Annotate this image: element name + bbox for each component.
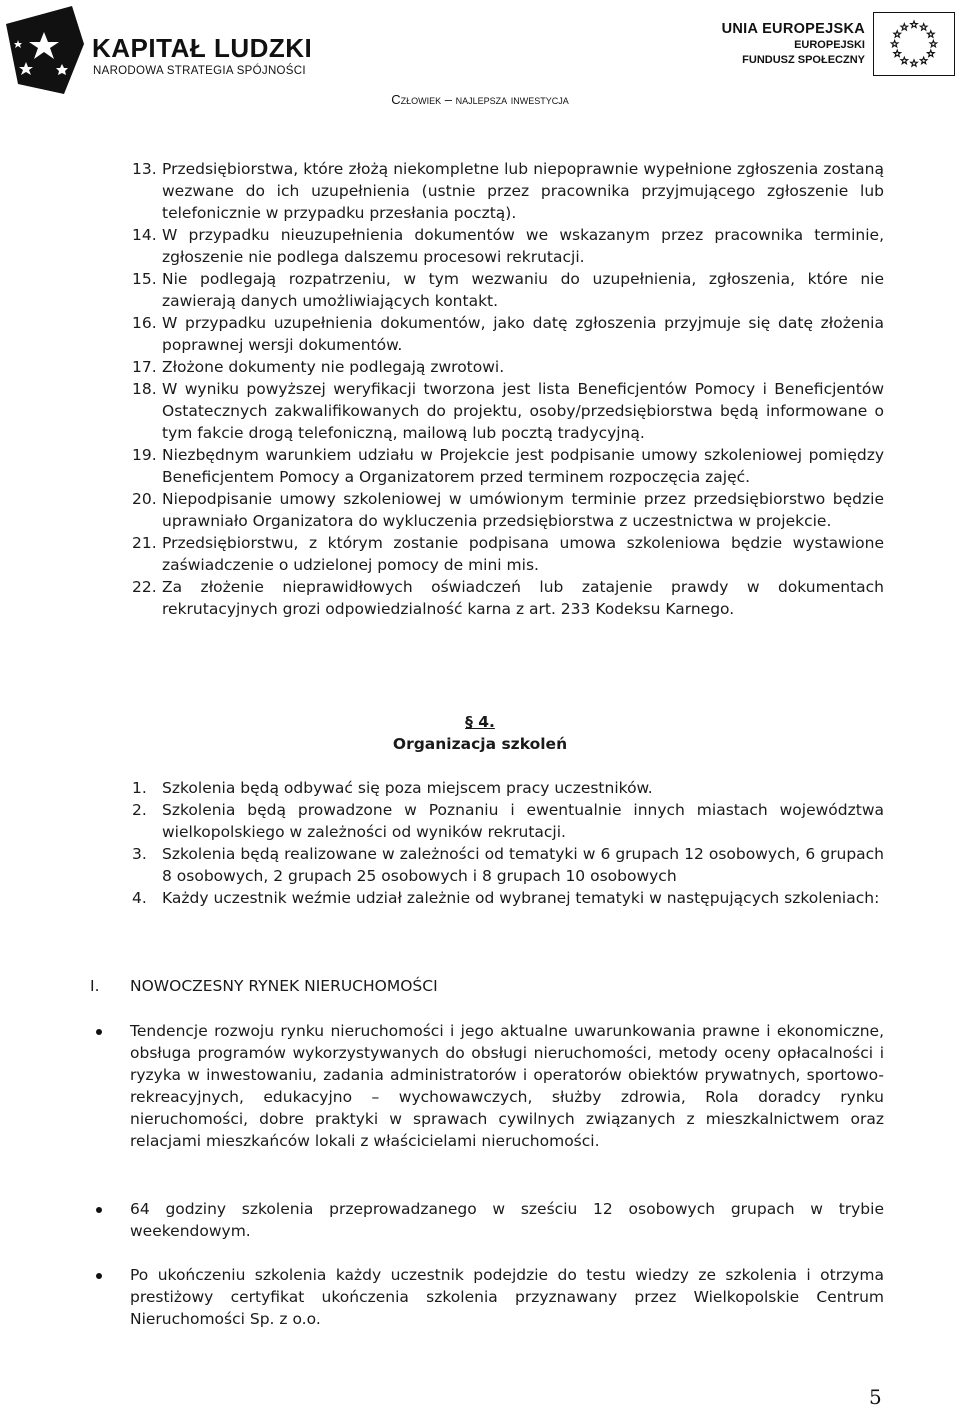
item-number: 18. (132, 380, 157, 398)
eu-star-icon (920, 57, 927, 63)
list-item (132, 576, 884, 620)
bullet-icon (96, 1207, 102, 1213)
item-number: 15. (132, 270, 157, 288)
eu-label (722, 20, 865, 68)
bullet-text: Tendencje rozwoju rynku nieruchomości i jego aktualne uwarunkowania prawne i ekonomiczne, obsługa programów wykorzystywanych do obsługi nieruchomości, metody oceny opłacalności i ryzyka w inwestowaniu, zadania administratorów i operatorów obiektów prywatnych, sportowo-rekreacyjnych, edukacyjno – wychowawczych, służby zdrowia, Rola doradcy rynku nieruchomości, dobre praktyki w sprawach cywilnych związanych z mieszkalnictwem oraz relacjami mieszkańców lokali z właścicielami nieruchomości. (130, 1022, 884, 1150)
training-number: I. (90, 977, 100, 995)
eu-star-icon (920, 24, 927, 30)
eu-star-icon (911, 60, 918, 66)
list-item (132, 488, 884, 532)
logo-title: KAPITAŁ LUDZKI (92, 33, 313, 63)
eu-line-1: UNIA EUROPEJSKA (721, 21, 865, 37)
training-heading (90, 975, 438, 997)
list-item (132, 777, 884, 799)
bullet-icon (96, 1273, 102, 1279)
bullet-item (130, 1264, 884, 1330)
page-header (0, 0, 960, 115)
item-text: Przedsiębiorstwa, które złożą niekompletne lub niepoprawnie wypełnione zgłoszenia zostaną wezwane do ich uzupełnienia (ustnie przez pracownika przyjmującego zgłoszenie lub telefonicznie w przypadku przesłania pocztą). (162, 160, 884, 222)
section-number: § 4. (465, 713, 495, 731)
bullet-text: 64 godziny szkolenia przeprowadzanego w sześciu 12 osobowych grupach w trybie weekendowym. (130, 1200, 884, 1240)
eu-flag-icon (873, 12, 955, 76)
item-number: 1. (132, 779, 147, 797)
item-text: Szkolenia będą odbywać się poza miejscem pracy uczestników. (162, 779, 653, 797)
bullet-item (130, 1020, 884, 1152)
item-text: Niepodpisanie umowy szkoleniowej w umówionym terminie przez przedsiębiorstwo będzie uprawniało Organizatora do wykluczenia przedsiębiorstwa z uczestnictwa w projekcie. (162, 490, 884, 530)
list-item (132, 799, 884, 843)
training-organisation-list (132, 777, 884, 909)
list-item (132, 158, 884, 224)
eu-star-icon (927, 31, 934, 37)
list-item (132, 312, 884, 356)
list-item (132, 444, 884, 488)
list-item (132, 356, 884, 378)
eu-star-icon (901, 57, 908, 63)
training-title: NOWOCZESNY RYNEK NIERUCHOMOŚCI (130, 977, 438, 995)
list-item (132, 532, 884, 576)
list-item (132, 268, 884, 312)
item-text: Niezbędnym warunkiem udziału w Projekcie jest podpisanie umowy szkoleniowej pomiędzy Beneficjentem Pomocy a Organizatorem przed terminem rozpoczęcia zajęć. (162, 446, 884, 486)
list-item (132, 843, 884, 887)
eu-star-icon (894, 31, 901, 37)
item-number: 21. (132, 534, 157, 552)
page-number: 5 (869, 1385, 882, 1409)
eu-star-icon (927, 50, 934, 56)
item-text: Za złożenie nieprawidłowych oświadczeń lub zatajenie prawdy w dokumentach rekrutacyjnych grozi odpowiedzialność karna z art. 233 Kodeksu Karnego. (162, 578, 884, 618)
item-number: 17. (132, 358, 157, 376)
item-number: 3. (132, 845, 147, 863)
item-text: W przypadku uzupełnienia dokumentów, jako datę zgłoszenia przyjmuje się datę złożenia poprawnej wersji dokumentów. (162, 314, 884, 354)
item-text: Nie podlegają rozpatrzeniu, w tym wezwaniu do uzupełnienia, zgłoszenia, które nie zawierają danych umożliwiających kontakt. (162, 270, 884, 310)
list-item (132, 887, 884, 909)
eu-star-icon (891, 41, 898, 47)
item-number: 16. (132, 314, 157, 332)
item-number: 20. (132, 490, 157, 508)
item-number: 13. (132, 160, 157, 178)
eu-star-icon (911, 21, 918, 27)
item-text: W przypadku nieuzupełnienia dokumentów we wskazanym przez pracownika terminie, zgłoszenie nie podlega dalszemu procesowi rekrutacji. (162, 226, 884, 266)
item-number: 2. (132, 801, 147, 819)
item-text: Złożone dokumenty nie podlegają zwrotowi. (162, 358, 505, 376)
kapital-ludzki-logo-icon (4, 4, 86, 96)
eu-star-icon (894, 50, 901, 56)
bullet-text: Po ukończeniu szkolenia każdy uczestnik podejdzie do testu wiedzy ze szkolenia i otrzyma prestiżowy certyfikat ukończenia szkolenia przyznawany przez Wielkopolskie Centrum Nieruchomości Sp. z o.o. (130, 1266, 884, 1328)
eu-star-icon (901, 24, 908, 30)
item-text: W wyniku powyższej weryfikacji tworzona jest lista Beneficjentów Pomocy i Beneficjentów Ostatecznych zakwalifikowanych do projektu, osoby/przedsiębiorstwa będą informowane o tym fakcie drogą telefoniczną, mailową lub pocztą tradycyjną. (162, 380, 884, 442)
slogan-text: Człowiek – najlepsza inwestycja (391, 92, 569, 107)
eu-line-3: FUNDUSZ SPOŁECZNY (742, 54, 865, 66)
eu-line-2: EUROPEJSKI (794, 39, 865, 51)
bullet-icon (96, 1029, 102, 1035)
item-text: Szkolenia będą prowadzone w Poznaniu i ewentualnie innych miastach województwa wielkopolskiego w zależności od wyników rekrutacji. (162, 801, 884, 841)
logo-subtitle: NARODOWA STRATEGIA SPÓJNOŚCI (93, 65, 306, 77)
bullet-item (130, 1198, 884, 1242)
recruitment-rules-list (132, 158, 884, 620)
list-item (132, 224, 884, 268)
item-number: 19. (132, 446, 157, 464)
item-text: Szkolenia będą realizowane w zależności od tematyki w 6 grupach 12 osobowych, 6 grupach 8 osobowych, 2 grupach 25 osobowych i 8 grupach 10 osobowych (162, 845, 884, 885)
item-text: Każdy uczestnik weźmie udział zależnie od wybranej tematyki w następujących szkoleniach: (162, 889, 880, 907)
section-title: Organizacja szkoleń (392, 735, 568, 753)
eu-star-icon (930, 41, 937, 47)
item-number: 22. (132, 578, 157, 596)
item-number: 4. (132, 889, 147, 907)
list-item (132, 378, 884, 444)
item-number: 14. (132, 226, 157, 244)
slogan (0, 92, 960, 107)
item-text: Przedsiębiorstwu, z którym zostanie podpisana umowa szkoleniowa będzie wystawione zaświadczenie o udzielonej pomocy de mini mis. (162, 534, 884, 574)
